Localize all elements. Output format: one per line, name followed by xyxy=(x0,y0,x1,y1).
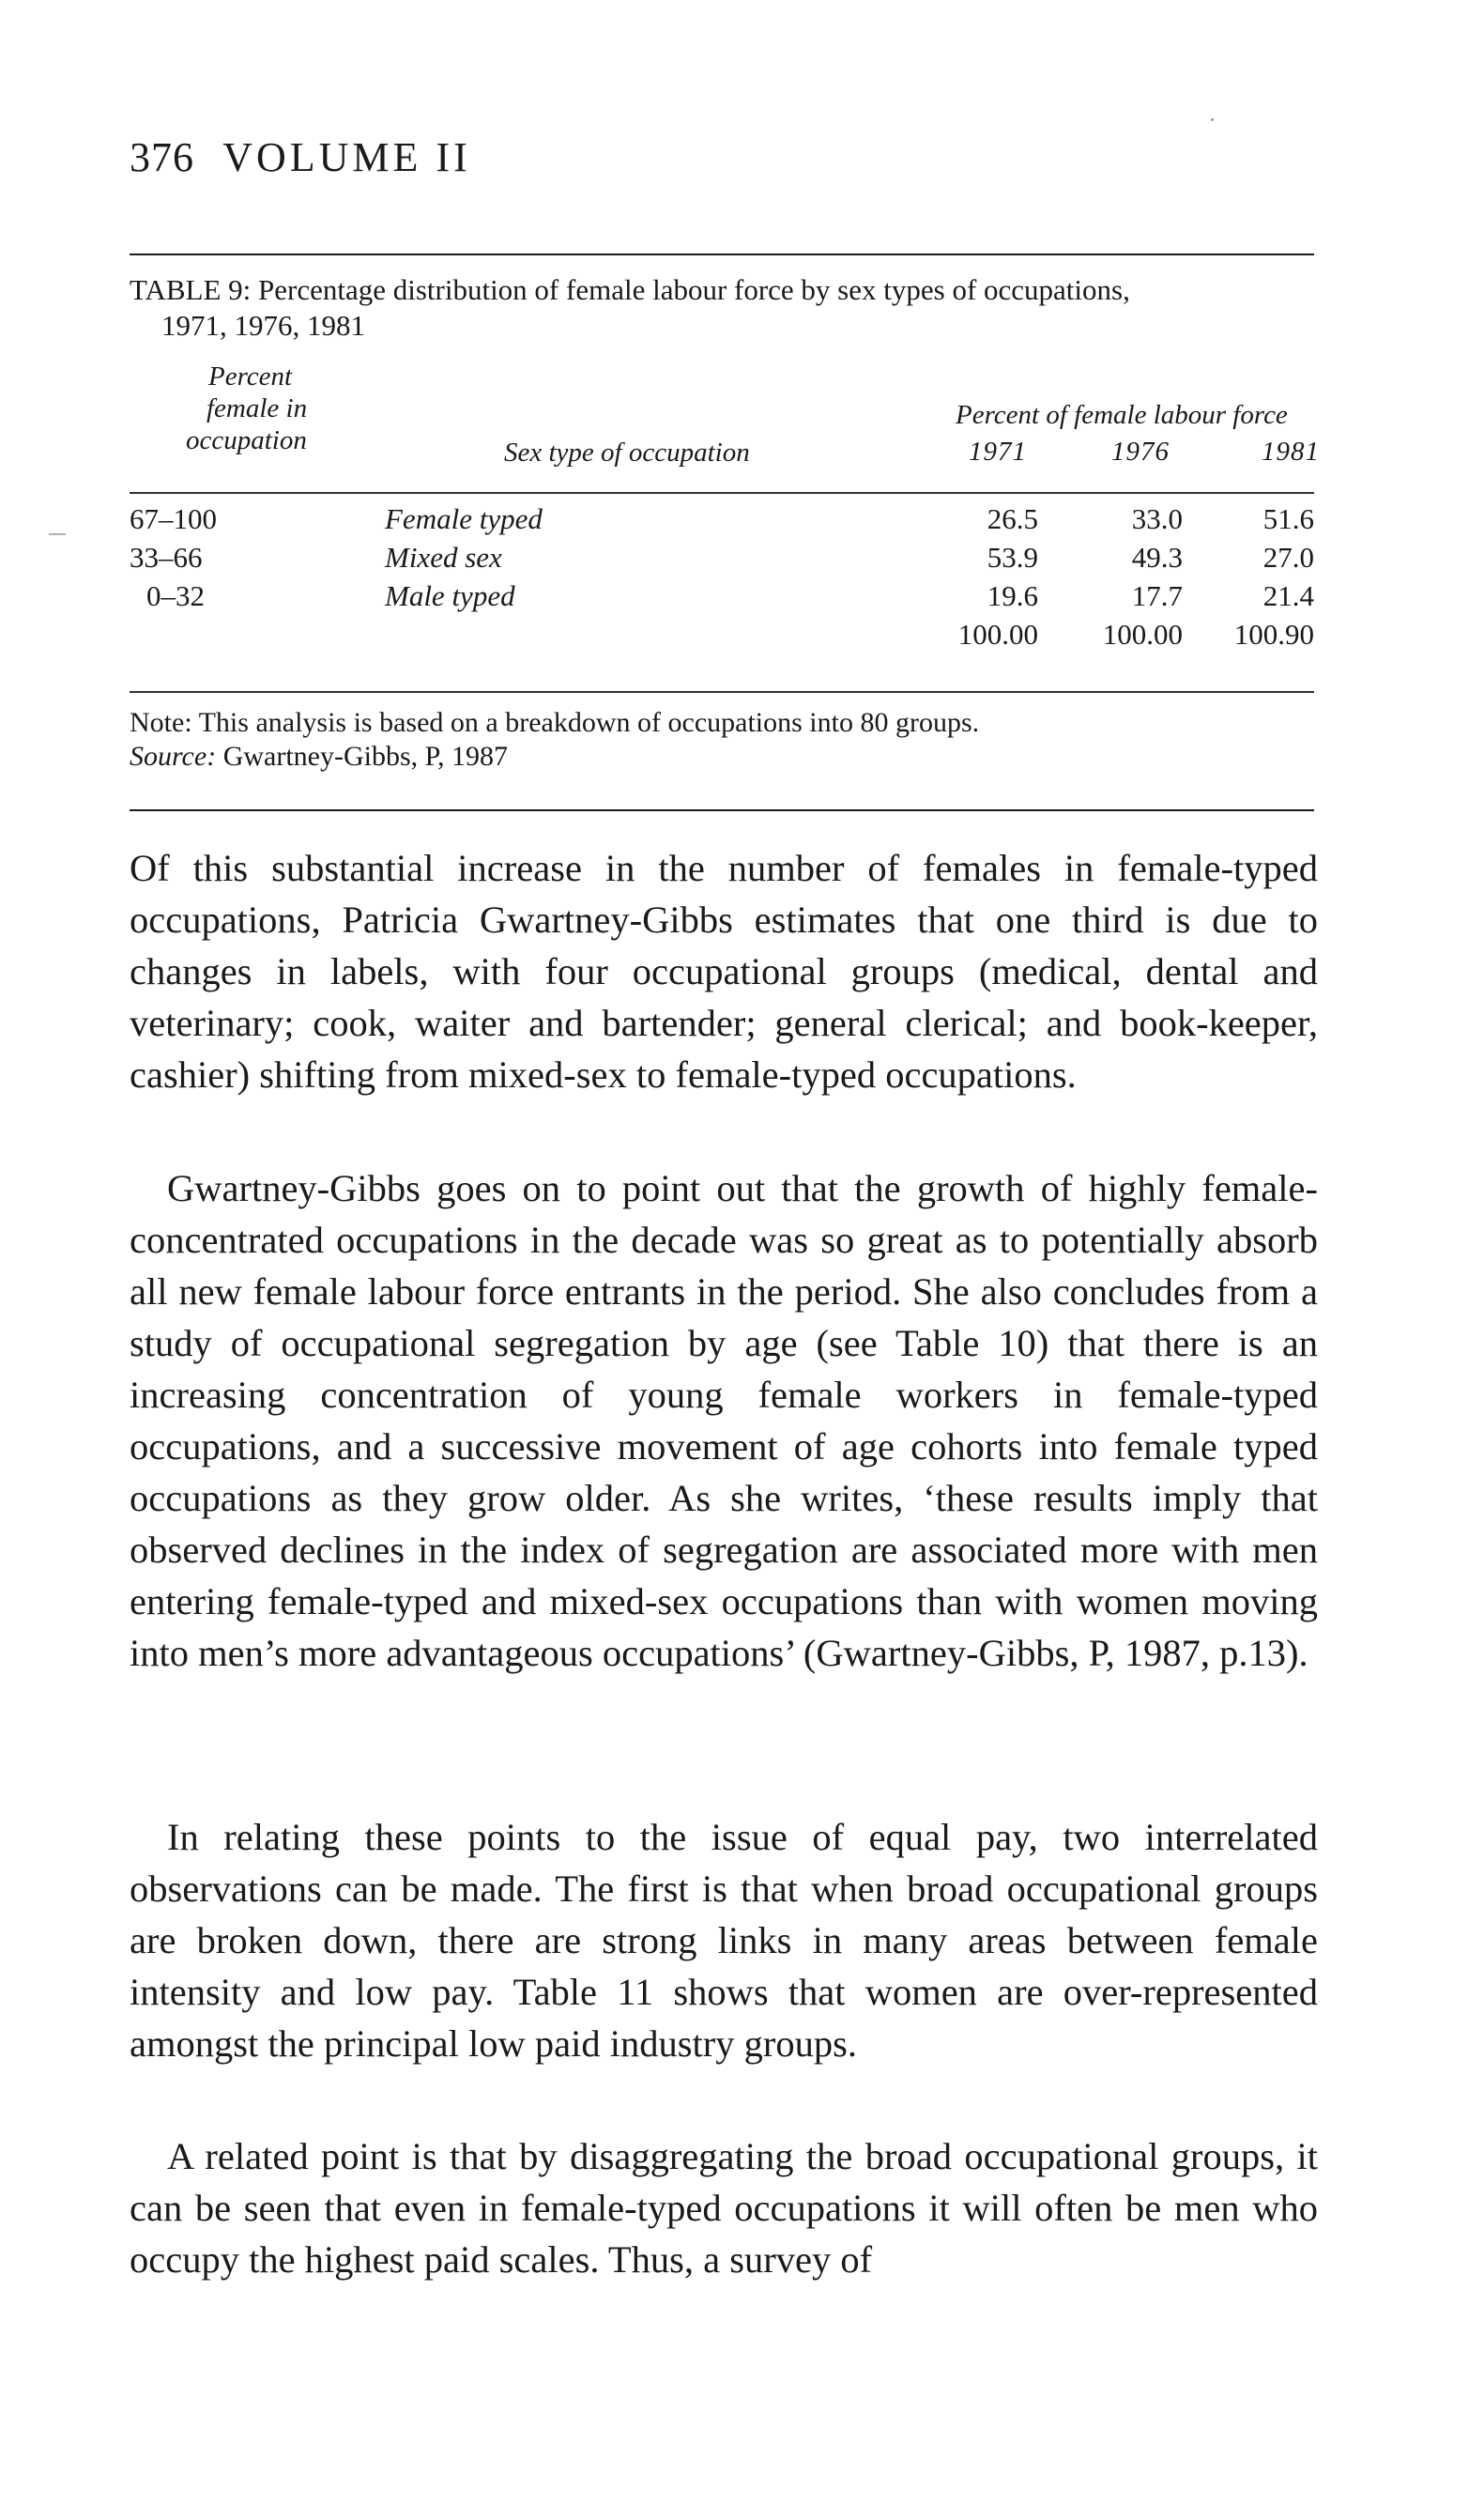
header-percent-female-line2: female in xyxy=(207,393,308,423)
table-caption xyxy=(130,272,1314,344)
paragraph-1: Of this substantial increase in the number of females in female-typed occupations, Patricia Gwartney-Gibbs estimates that one third is due to changes in labels, with four occupational groups (medical, dental and veterinary; cook, waiter and bartender; general clerical; and book-keeper, cashier) shifting from mixed-sex to female-typed occupations. xyxy=(130,847,1318,1096)
table-header-rule xyxy=(130,492,1314,494)
volume-title: VOLUME II xyxy=(222,134,471,180)
row-range: 67–100 xyxy=(130,502,217,535)
row-value-1971: 53.9 xyxy=(987,541,1038,574)
row-value-1976: 33.0 xyxy=(1131,502,1183,535)
row-value-1971: 26.5 xyxy=(987,502,1038,535)
page-number: 376 xyxy=(130,134,194,180)
page: 376 VOLUME II TABLE 9: Percentage distribution of female labour force by sex types of occupations, 1971, 1976, 1981 Percent female in occupation Sex type of occupation Percent of female labour force 1971 1976 1981 67–100 Female typed 26.5 33.0 51.6 33–66 Mixed sex 53.9 49.3 27.0 0–32 Male typed 19.6 17.7 21.4 100.00 100.00 100.90 Note: This analysis is based on a breakdown of occupations into 80 groups. Source: Gwartney-Gibbs, P, 1987 Of this substantial increase in the number of females in female-typed occupations, Patricia Gwartney-Gibbs estimates that one third is due to changes in labels, with four occupational groups (medical, dental and veterinary; cook, waiter and bartender; general clerical; and book-keeper, cashier) shifting from mixed-sex to female-typed occupations. Gwartney-Gibbs goes on to point out that the growth of highly female-concentrated occupations in the decade was so great as to potentially absorb all new female labour force entrants in the period. She also concludes from a study of occupational segregation by age (see Table 10) that there is an increasing concentration of young female workers in female-typed occupations, and a successive movement of age cohorts into female typed occupations as they grow older. As she writes, ‘these results imply that observed declines in the index of segregation are associated more with men entering female-typed and mixed-sex occupations than with women moving into men’s more advantageous occupations’ (Gwartney-Gibbs, P, 1987, p.13). In relating these points to the issue of equal pay, two interrelated observations can be made. The first is that when broad occupational groups are broken down, there are strong links in many areas between female intensity and low pay. Table 11 shows that women are over-represented amongst the principal low paid industry groups. A related point is that by disaggregating the broad occupational groups, it can be seen that even in female-typed occupations it will often be men who occupy the highest paid scales. Thus, a survey of xyxy=(0,0,1484,2505)
table-row xyxy=(130,576,1314,615)
row-value-1976: 49.3 xyxy=(1131,541,1183,574)
table-total-row xyxy=(130,615,1314,653)
paragraph-3: In relating these points to the issue of equal pay, two interrelated observations can be made. The first is that when broad occupational groups are broken down, there are strong links in many areas between female intensity and low pay. Table 11 shows that women are over-represented amongst the principal low paid industry groups. xyxy=(130,1816,1318,2065)
row-sex-type: Mixed sex xyxy=(385,541,502,574)
row-value-1981: 27.0 xyxy=(1262,541,1314,574)
table-row xyxy=(130,538,1314,576)
table-caption-line1: TABLE 9: Percentage distribution of female labour force by sex types of occupations, xyxy=(130,273,1130,306)
running-head xyxy=(130,134,471,180)
row-value-1981: 21.4 xyxy=(1262,579,1314,612)
table-bottom-rule xyxy=(130,809,1314,811)
margin-mark xyxy=(49,533,66,535)
row-range: 33–66 xyxy=(130,541,203,574)
header-percent-female-line3: occupation xyxy=(186,425,307,455)
header-year-1981: 1981 xyxy=(1262,437,1320,467)
row-sex-type: Female typed xyxy=(385,502,543,535)
paragraph-2: Gwartney-Gibbs goes on to point out that the growth of highly female-concentrated occupations in the decade was so great as to potentially absorb all new female labour force entrants in the period. She also concludes from a study of occupational segregation by age (see Table 10) that there is an increasing concentration of young female workers in female-typed occupations, and a successive movement of age cohorts into female typed occupations as they grow older. As she writes, ‘these results imply that observed declines in the index of segregation are associated more with men entering female-typed and mixed-sex occupations than with women moving into men’s more advantageous occupations’ (Gwartney-Gibbs, P, 1987, p.13). xyxy=(130,1167,1318,1674)
row-sex-type: Male typed xyxy=(385,579,515,612)
row-total-1976: 100.00 xyxy=(1102,618,1183,651)
row-total-1981: 100.90 xyxy=(1233,618,1314,651)
row-value-1971: 19.6 xyxy=(987,579,1038,612)
table-row xyxy=(130,499,1314,538)
table-top-rule xyxy=(130,254,1314,255)
row-total-1971: 100.00 xyxy=(957,618,1038,651)
header-percent-of-labour-force: Percent of female labour force xyxy=(956,400,1288,430)
paragraph-4: A related point is that by disaggregating the broad occupational groups, it can be seen that even in female-typed occupations it will often be men who occupy the highest paid scales. Thus, a survey of xyxy=(130,2135,1318,2281)
source-label: Source: xyxy=(130,741,217,772)
row-value-1976: 17.7 xyxy=(1131,579,1183,612)
table-source xyxy=(130,740,1314,774)
table-notes xyxy=(130,706,1314,774)
row-range: 0–32 xyxy=(146,579,205,612)
table-caption-line2: 1971, 1976, 1981 xyxy=(161,309,365,342)
header-year-1971: 1971 xyxy=(969,437,1027,467)
header-year-1976: 1976 xyxy=(1111,437,1170,467)
table-note: Note: This analysis is based on a breakdown of occupations into 80 groups. xyxy=(130,707,980,738)
header-sex-type: Sex type of occupation xyxy=(504,438,750,468)
source-text: Gwartney-Gibbs, P, 1987 xyxy=(216,741,508,772)
stray-ink-mark xyxy=(1211,118,1214,121)
row-value-1981: 51.6 xyxy=(1262,502,1314,535)
table-body-rule xyxy=(130,691,1314,693)
